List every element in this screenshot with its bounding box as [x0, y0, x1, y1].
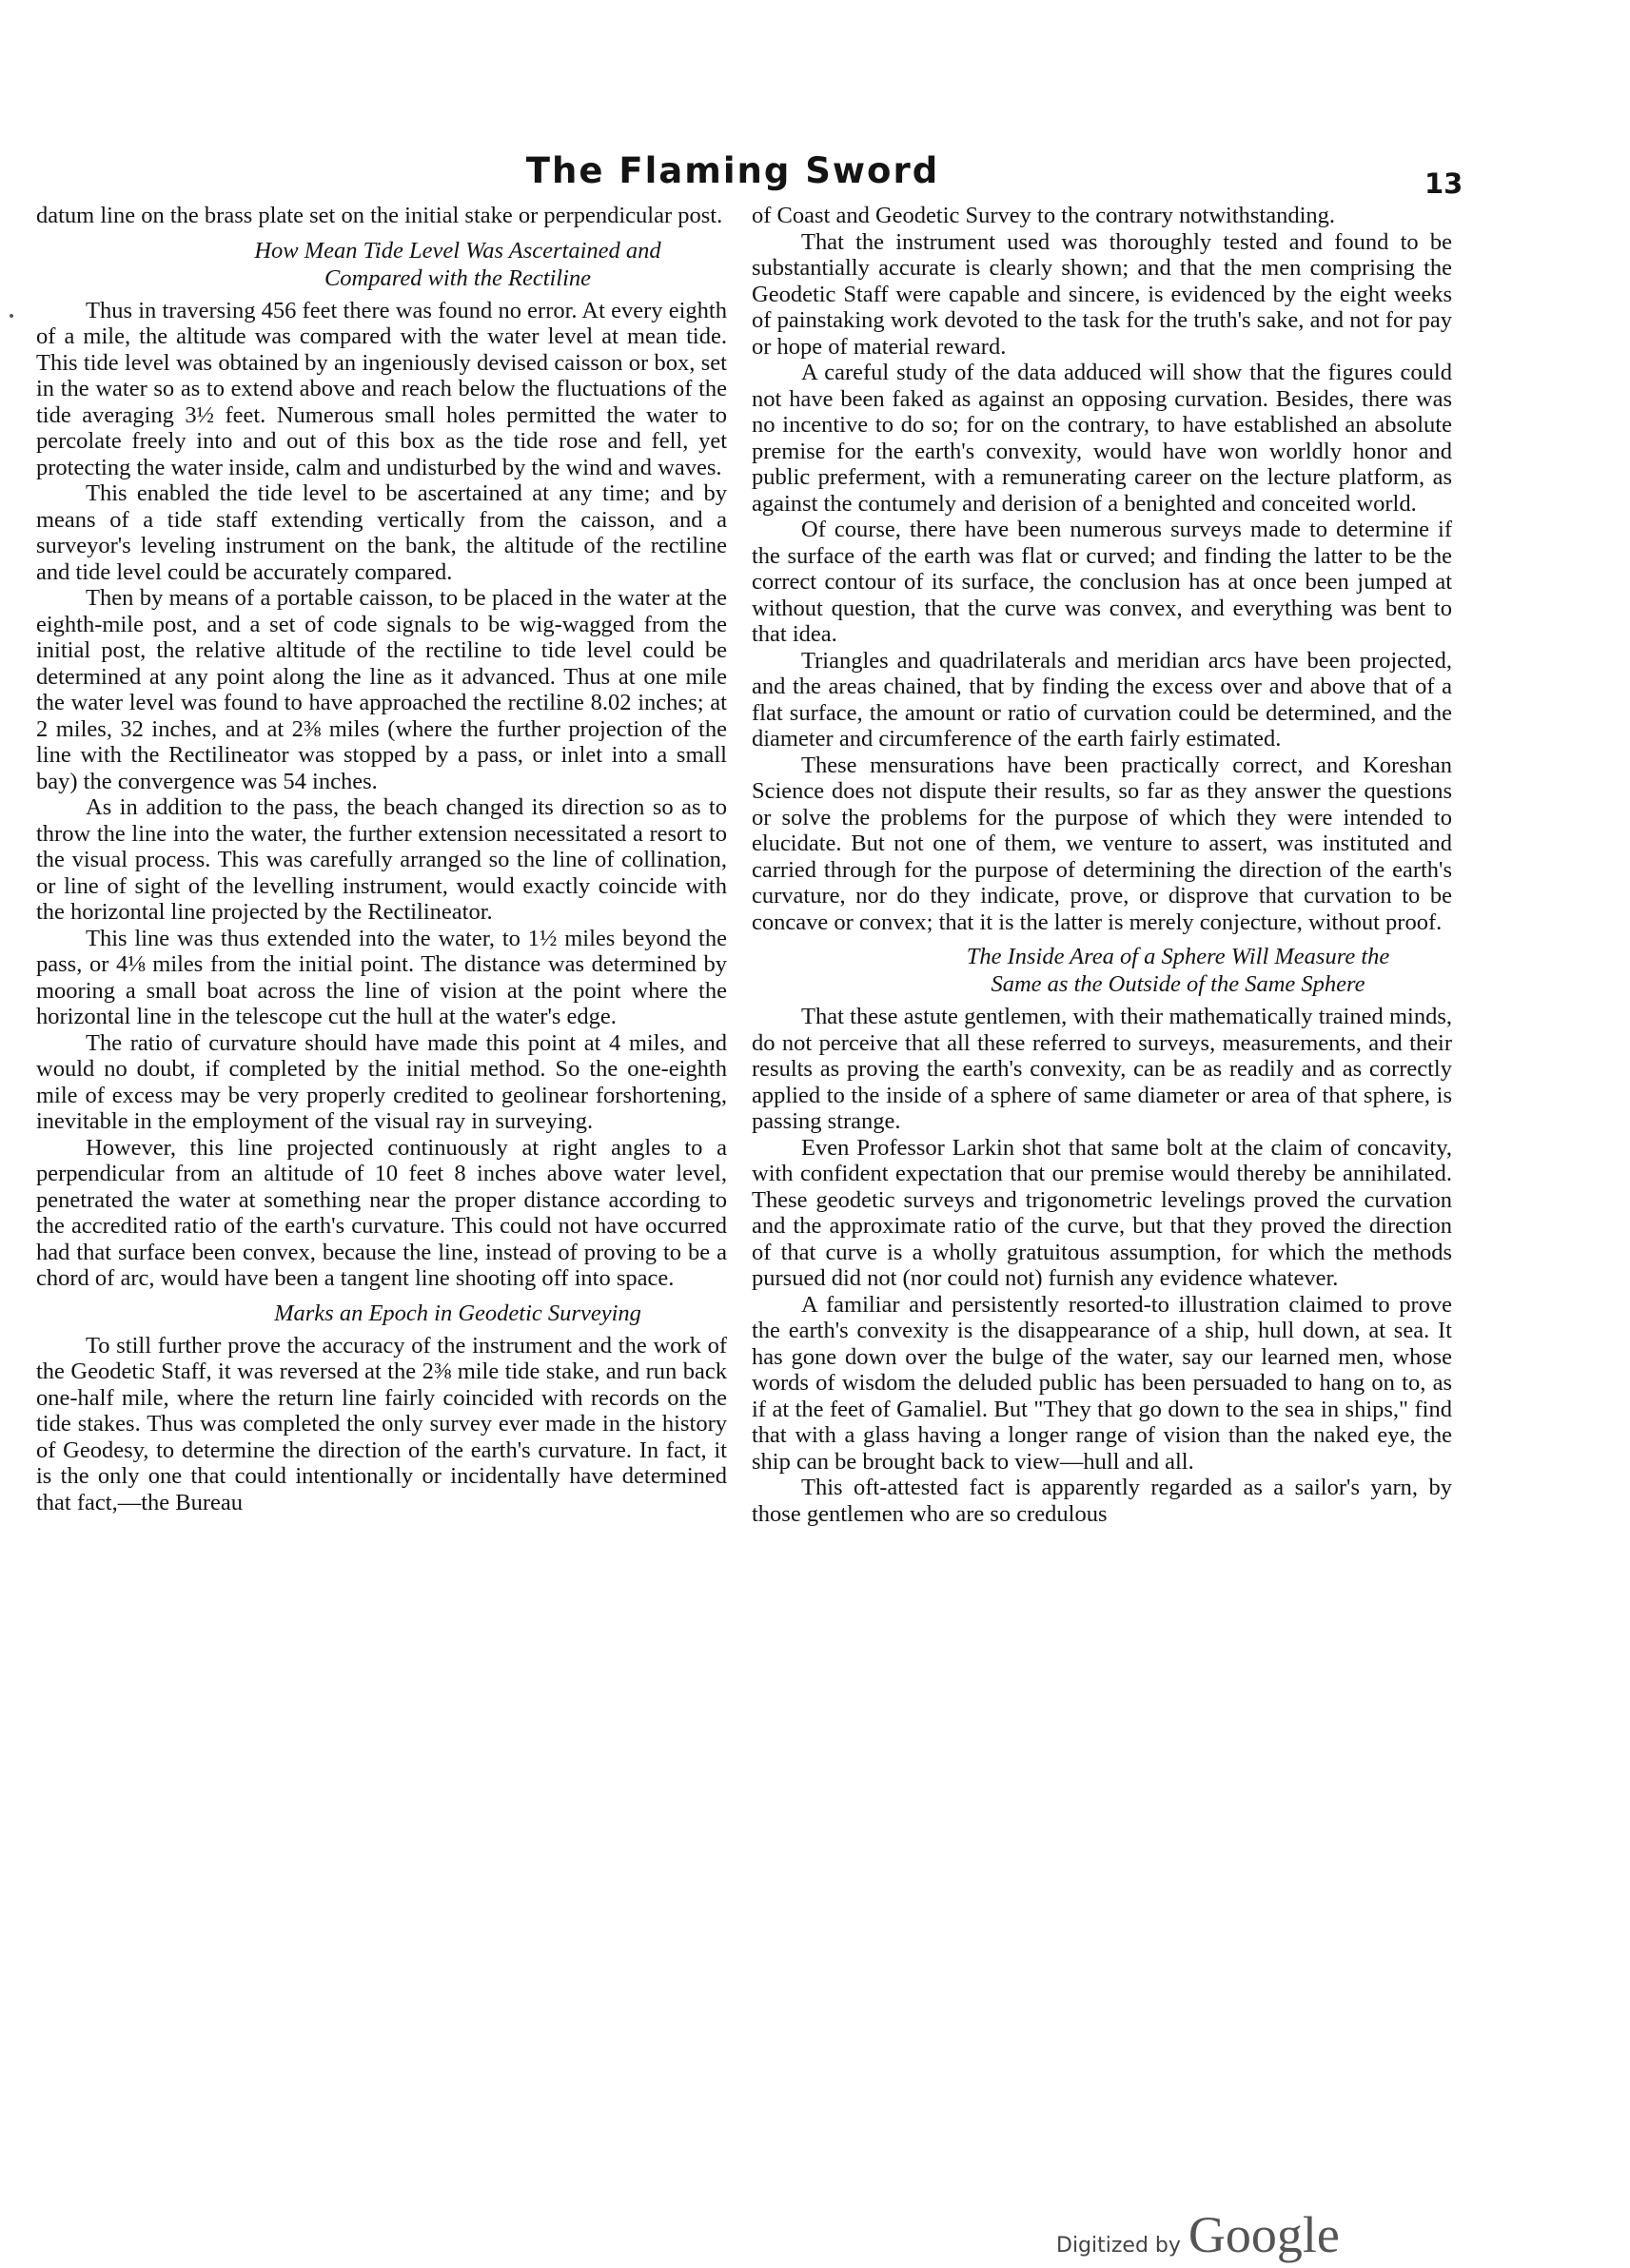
section-subheading: Marks an Epoch in Geodetic Surveying: [274, 1300, 641, 1326]
paragraph: This line was thus extended into the water, to 1½ miles beyond the pass, or 4⅛ miles from the initial point. The distance was determined by mooring a small boat across the line of vision at the point where the horizontal line in the telescope cut the hull at the water's edge.: [36, 925, 727, 1029]
page-header-title: The Flaming Sword: [525, 150, 940, 191]
paragraph: That the instrument used was thoroughly tested and found to be substantially accurate is clearly shown; and that the men comprising the Geodetic Staff were capable and sincere, is evidenced by the eight weeks of painstaking work devoted to the task for the truth's sake, and not for pay or hope of material reward.: [752, 228, 1452, 360]
paragraph: datum line on the brass plate set on the initial stake or perpendicular post.: [36, 203, 723, 228]
paragraph: of Coast and Geodetic Survey to the contrary notwithstanding.: [752, 203, 1336, 228]
margin-mark: [10, 314, 13, 318]
paragraph: That these astute gentlemen, with their mathematically trained minds, do not perceive that all these referred to surveys, measurements, and their results as proving the earth's convexity, can be as readily and as correctly applied to the inside of a sphere of same diameter or area of that sphere, is passing strange.: [752, 1004, 1452, 1134]
section-subheading: The Inside Area of a Sphere Will Measure the Same as the Outside of the Same Sphere: [966, 944, 1390, 997]
page-number: 13: [1424, 167, 1463, 200]
paragraph: To still further prove the accuracy of the instrument and the work of the Geodetic Staff, it was reversed at the 2⅜ mile tide stake, and run back one-half mile, where the return line fairly coincided with records on the tide stakes. Thus was completed the only survey ever made in the history of Geodesy, to determine the direction of the earth's curvature. In fact, it is the only one that could intentionally or incidentally have determined that fact,—the Bureau: [36, 1332, 727, 1515]
paragraph: However, this line projected continuously at right angles to a perpendicular from an altitude of 10 feet 8 inches above water level, penetrated the water at something near the proper distance according to the accredited ratio of the earth's curvature. This could not have occurred had that surface been convex, because the line, instead of proving to be a chord of arc, would have been a tangent line shooting off into space.: [36, 1134, 727, 1291]
paragraph: This enabled the tide level to be ascertained at any time; and by means of a tide staff extending vertically from the caisson, and a surveyor's leveling instrument on the bank, the altitude of the rectiline and tide level could be accurately compared.: [36, 480, 727, 585]
paragraph: These mensurations have been practically correct, and Koreshan Science does not dispute their results, so far as they answer the questions or solve the problems for the purpose of which they were intended to elucidate. But not one of them, we venture to assert, was instituted and carried through for the purpose of determining the direction of the earth's curvature, nor do they indicate, prove, or disprove that curvation to be concave or convex; that it is the latter is merely conjecture, without proof.: [752, 752, 1452, 935]
paragraph: A familiar and persistently resorted-to illustration claimed to prove the earth's convexity is the disappearance of a ship, hull down, at sea. It has gone down over the bulge of the water, say our learned men, whose words of wisdom the deluded public has been persuaded to hang on to, as if at the feet of Gamaliel. But "They that go down to the sea in ships," find that with a glass having a longer range of vision than the naked eye, the ship can be brought back to view—hull and all.: [752, 1291, 1452, 1475]
paragraph: A careful study of the data adduced will show that the figures could not have been faked as against an opposing curvation. Besides, there was no incentive to do so; for on the contrary, to have established an absolute premise for the earth's convexity, would have won worldly honor and public preferment, with a remunerating career on the lecture platform, as against the contumely and derision of a benighted and conceited world.: [752, 360, 1452, 517]
paragraph: Of course, there have been numerous surveys made to determine if the surface of the earth was flat or curved; and finding the latter to be the correct contour of its surface, the conclusion has at once been jumped at without question, that the curve was convex, and everything was bent to that idea.: [752, 517, 1452, 647]
google-logo: Google: [1188, 2206, 1340, 2263]
paragraph: As in addition to the pass, the beach changed its direction so as to throw the line into the water, the further extension necessitated a resort to the visual process. This was carefully arranged so the line of collination, or line of sight of the levelling instrument, would exactly coincide with the horizontal line projected by the Rectilineator.: [36, 794, 727, 925]
digitized-by-label: Digitized by: [1056, 2234, 1181, 2258]
right-column: [752, 203, 1452, 1527]
paragraph: Thus in traversing 456 feet there was found no error. At every eighth of a mile, the altitude was compared with the water level at mean tide. This tide level was obtained by an ingeniously devised caisson or box, set in the water so as to extend above and reach below the fluctuations of the tide averaging 3½ feet. Numerous small holes permitted the water to percolate freely into and out of this box as the tide rose and fell, yet protecting the water inside, calm and undisturbed by the wind and waves.: [36, 297, 727, 480]
paragraph: Even Professor Larkin shot that same bolt at the claim of concavity, with confident expectation that our premise would thereby be annihilated. These geodetic surveys and trigonometric levelings proved the curvation and the approximate ratio of the curve, but that they proved the direction of that curve is a wholly gratuitous assumption, for which the methods pursued did not (nor could not) furnish any evidence whatever.: [752, 1134, 1452, 1291]
digitization-footer: [1056, 2205, 1340, 2264]
section-subheading: How Mean Tide Level Was Ascertained and Compared with the Rectiline: [254, 237, 661, 291]
paragraph: Triangles and quadrilaterals and meridian arcs have been projected, and the areas chained, that by finding the excess over and above that of a flat surface, the amount or ratio of curvation could be determined, and the diameter and circumference of the earth fairly estimated.: [752, 647, 1452, 752]
paragraph: Then by means of a portable caisson, to be placed in the water at the eighth-mile post, and a set of code signals to be wig-wagged from the initial post, the relative altitude of the rectiline to tide level could be determined at any point along the line as it advanced. Thus at one mile the water level was found to have approached the rectiline 8.02 inches; at 2 miles, 32 inches, and at 2⅜ miles (where the further projection of the line with the Rectilineator was stopped by a pass, or inlet into a small bay) the convergence was 54 inches.: [36, 585, 727, 794]
paragraph: The ratio of curvature should have made this point at 4 miles, and would no doubt, if completed by the initial method. So the one-eighth mile of excess may be very properly credited to geolinear forshortening, inevitable in the employment of the visual ray in surveying.: [36, 1029, 727, 1134]
paragraph: This oft-attested fact is apparently regarded as a sailor's yarn, by those gentlemen who are so credulous: [752, 1475, 1452, 1527]
left-column: [36, 203, 727, 1515]
